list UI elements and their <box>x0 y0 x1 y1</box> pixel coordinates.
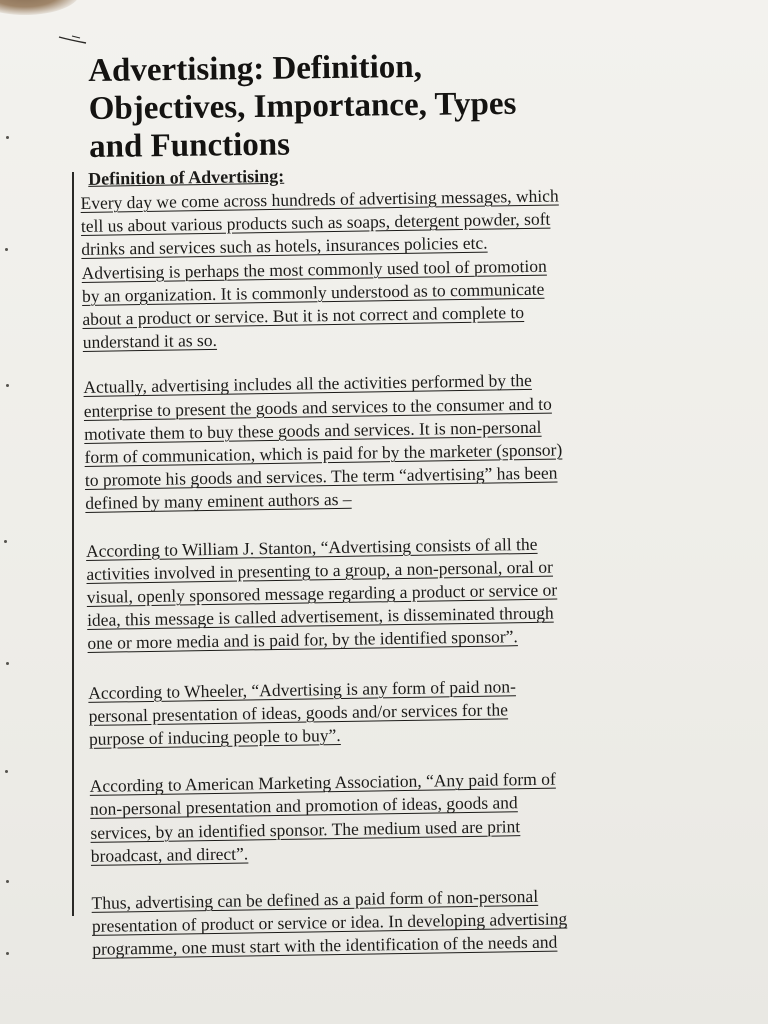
text-line: visual, openly sponsored message regarding a product or service or <box>86 579 558 607</box>
section-heading: Definition of Advertising: <box>88 165 285 189</box>
text-line: enterprise to present the goods and services to the consumer and to <box>83 393 552 421</box>
title-line: Objectives, Importance, Types <box>88 85 517 127</box>
margin-dot <box>4 540 7 543</box>
paragraph-wheeler <box>88 672 729 752</box>
text-line: According to William J. Stanton, “Advertising consists of all the <box>85 533 538 561</box>
text-line: non-personal presentation and promotion of ideas, goods and <box>89 792 518 820</box>
text-line: Thus, advertising can be defined as a paid form of non-personal <box>91 885 539 913</box>
text-line: Every day we come across hundreds of advertising messages, which <box>80 185 559 213</box>
text-line: drinks and services such as hotels, insurances policies etc. <box>81 233 488 260</box>
document-body <box>80 158 732 962</box>
text-line: by an organization. It is commonly understood as to communicate <box>81 278 545 306</box>
margin-dot <box>5 248 8 251</box>
text-line: Advertising is perhaps the most commonly used tool of promotion <box>81 255 547 283</box>
text-line: defined by many eminent authors as – <box>85 489 352 514</box>
paragraph-ama <box>90 765 731 868</box>
paragraph-thus <box>91 882 732 962</box>
paragraph-intro <box>80 182 722 354</box>
paragraph-stanton <box>86 530 728 656</box>
margin-dot <box>6 880 9 883</box>
text-line: presentation of product or service or idea. In developing advertising <box>91 908 568 937</box>
text-line: motivate them to buy these goods and services. It is non-personal <box>84 416 542 444</box>
text-line: programme, one must start with the identification of the needs and <box>92 932 558 960</box>
text-line: to promote his goods and services. The term “advertising” has been <box>84 462 558 491</box>
text-line: According to American Marketing Association, “Any paid form of <box>89 768 556 797</box>
text-line: personal presentation of ideas, goods and/or services for the <box>88 699 509 726</box>
text-line: form of communication, which is paid for by the marketer (sponsor) <box>84 439 563 467</box>
text-line: broadcast, and direct”. <box>90 843 249 866</box>
margin-dot <box>6 952 9 955</box>
text-line: purpose of inducing people to buy”. <box>88 725 341 749</box>
pen-mark <box>58 34 88 44</box>
page-title <box>88 44 729 166</box>
text-line: Actually, advertising includes all the activities performed by the <box>83 370 532 398</box>
paragraph-actually <box>83 366 725 515</box>
text-line: tell us about various products such as soaps, detergent powder, soft <box>80 208 551 237</box>
text-line: understand it as so. <box>82 330 218 353</box>
margin-dot <box>6 384 9 387</box>
title-line: Advertising: Definition, <box>88 48 423 89</box>
margin-dot <box>6 662 9 665</box>
margin-line <box>72 172 74 916</box>
text-line: services, by an identified sponsor. The medium used are print <box>90 815 521 843</box>
text-line: idea, this message is called advertisement, is disseminated through <box>86 602 554 631</box>
text-line: about a product or service. But it is not correct and complete to <box>82 302 525 329</box>
title-line: and Functions <box>88 126 291 165</box>
margin-dot <box>6 136 9 139</box>
text-line: one or more media and is paid for, by the identified sponsor”. <box>87 626 518 654</box>
text-line: activities involved in presenting to a group, a non-personal, oral or <box>86 556 554 584</box>
margin-dot <box>5 770 8 773</box>
text-line: According to Wheeler, “Advertising is any form of paid non- <box>88 675 516 703</box>
